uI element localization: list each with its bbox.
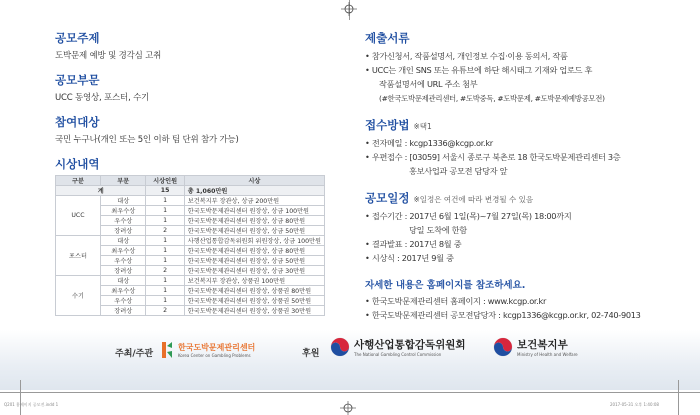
count-cell: 2	[146, 306, 184, 316]
sponsor-logo-1	[330, 337, 466, 357]
award-cell: 우수상	[100, 216, 146, 226]
kcgp-logo-icon	[160, 340, 174, 360]
group-name: 포스터	[56, 236, 101, 276]
schedule-heading	[365, 190, 685, 206]
theme-text: 도박문제 예방 및 경각심 고취	[55, 51, 162, 61]
count-cell: 2	[146, 226, 184, 236]
host-logo	[160, 340, 255, 360]
desc-cell: 한국도박문제관리센터 원장상, 상품권 80만원	[184, 286, 324, 296]
total-count: 15	[146, 186, 184, 196]
host-label: 주최/주관	[115, 349, 154, 359]
award-cell: 대상	[100, 276, 146, 286]
table-header: 부문	[100, 176, 146, 186]
docs-line: • 참가신청서, 작품설명서, 개인정보 수집·이용 동의서, 작품	[365, 51, 568, 61]
count-cell: 1	[146, 196, 184, 206]
award-cell: 최우수상	[100, 206, 146, 216]
registration-mark-icon	[340, 401, 356, 415]
crop-mark	[0, 392, 700, 393]
desc-cell: 한국도박문제관리센터 원장상, 상금 30만원	[184, 266, 324, 276]
count-cell: 1	[146, 246, 184, 256]
sponsor-logo-2	[493, 337, 578, 357]
sponsor-1-en: The National Gambling Control Commission	[354, 352, 442, 357]
award-cell: 장려상	[100, 306, 146, 316]
award-cell: 우수상	[100, 296, 146, 306]
count-cell: 2	[146, 266, 184, 276]
docs-line: • UCC는 개인 SNS 또는 유튜브에 하단 해시태그 기재와 업로드 후	[365, 65, 593, 75]
schedule-line: 당일 도착에 한함	[409, 225, 467, 235]
award-cell: 대상	[100, 196, 146, 206]
ngcc-logo-icon	[330, 337, 350, 357]
crop-mark	[20, 380, 21, 415]
count-cell: 1	[146, 236, 184, 246]
print-slug-left: Q201 홈페이지 공모전.indd 1	[4, 402, 59, 407]
total-label: 계	[56, 186, 146, 196]
host-org: 한국도박문제관리센터	[178, 343, 256, 352]
award-cell: 장려상	[100, 226, 146, 236]
desc-cell: 한국도박문제관리센터 원장상, 상금 50만원	[184, 256, 324, 266]
desc-cell: 한국도박문제관리센터 원장상, 상품권 50만원	[184, 296, 324, 306]
desc-cell: 한국도박문제관리센터 원장상, 상금 100만원	[184, 206, 324, 216]
method-line: 홍보사업과 공모전 담당자 앞	[409, 166, 508, 176]
table-row	[56, 196, 325, 206]
registration-mark-icon	[341, 2, 357, 16]
group-name: UCC	[56, 196, 101, 236]
count-cell: 1	[146, 276, 184, 286]
schedule-line: • 시상식 : 2017년 9월 중	[365, 253, 454, 263]
count-cell: 1	[146, 296, 184, 306]
group-name: 수기	[56, 276, 101, 316]
docs-heading: 제출서류	[365, 31, 410, 45]
method-line: • 우편접수 : [03059] 서울시 종로구 북촌로 18 한국도박문제관리센터 3층	[365, 152, 621, 162]
method-heading	[365, 117, 685, 133]
info-line: • 한국도박문제관리센터 홈페이지 : www.kcgp.or.kr	[365, 296, 547, 306]
target-heading: 참여대상	[55, 115, 100, 129]
schedule-line: • 접수기간 : 2017년 6월 1일(목)~7월 27일(목) 18:00까지	[365, 211, 572, 221]
sponsor-2: 보건복지부	[517, 339, 568, 351]
field-heading: 공모부문	[55, 73, 100, 87]
desc-cell: 한국도박문제관리센터 원장상, 상금 80만원	[184, 246, 324, 256]
method-heading-text: 접수방법	[365, 118, 410, 132]
sponsor-2-en: Ministry of Health and Welfare	[517, 352, 578, 357]
info-line: • 한국도박문제관리센터 공모전담당자 : kcgp1336@kcgp.or.kr, 02-740-9013	[365, 310, 641, 320]
desc-cell: 보건복지부 장관상, 상품권 100만원	[184, 276, 324, 286]
prize-heading: 시상내역	[55, 157, 100, 171]
award-cell: 대상	[100, 236, 146, 246]
award-cell: 장려상	[100, 266, 146, 276]
desc-cell: 한국도박문제관리센터 원장상, 상금 80만원	[184, 216, 324, 226]
left-column	[55, 30, 325, 316]
desc-cell: 사행산업통합감독위원회 위원장상, 상금 100만원	[184, 236, 324, 246]
count-cell: 1	[146, 216, 184, 226]
info-heading: 자세한 내용은 홈페이지를 참조하세요.	[365, 280, 526, 291]
desc-cell: 한국도박문제관리센터 원장상, 상금 50만원	[184, 226, 324, 236]
theme-heading: 공모주제	[55, 31, 100, 45]
schedule-heading-text: 공모일정	[365, 191, 410, 205]
sponsor-label: 후원	[302, 349, 320, 359]
crop-mark	[678, 380, 679, 415]
total-desc: 총 1,060만원	[184, 186, 324, 196]
field-text: UCC 동영상, 포스터, 수기	[55, 93, 150, 103]
target-text: 국민 누구나(개인 또는 5인 이하 팀 단위 참가 가능)	[55, 135, 239, 145]
count-cell: 1	[146, 286, 184, 296]
host-org-en: Korea Center on Gambling Problems	[178, 353, 251, 358]
print-slug-right: 2017-05-31 오후 1:40:08	[610, 402, 659, 407]
schedule-line: • 결과발표 : 2017년 8월 중	[365, 239, 462, 249]
method-line: • 전자메일 : kcgp1336@kcgp.or.kr	[365, 138, 493, 148]
table-row	[56, 236, 325, 246]
right-column	[365, 30, 685, 324]
count-cell: 1	[146, 206, 184, 216]
docs-hashtags: (#한국도박문제관리센터, #도박중독, #도박문제, #도박문제예방공모전)	[379, 94, 605, 103]
sponsor-1: 사행산업통합감독위원회	[354, 339, 466, 351]
award-cell: 최우수상	[100, 286, 146, 296]
desc-cell: 보건복지부 장관상, 상금 200만원	[184, 196, 324, 206]
desc-cell: 한국도박문제관리센터 원장상, 상품권 30만원	[184, 306, 324, 316]
table-row	[56, 276, 325, 286]
schedule-note: ※일정은 여건에 따라 변경될 수 있음	[413, 195, 534, 204]
award-cell: 우수상	[100, 256, 146, 266]
table-header: 시상인원	[146, 176, 184, 186]
award-cell: 최우수상	[100, 246, 146, 256]
method-note: ※택1	[413, 122, 432, 131]
count-cell: 1	[146, 256, 184, 266]
table-row	[56, 186, 325, 196]
table-header: 시상	[184, 176, 324, 186]
mohw-logo-icon	[493, 337, 513, 357]
docs-line: 작품설명서에 URL 주소 첨부	[379, 79, 478, 89]
prize-table	[55, 175, 325, 316]
table-header: 구분	[56, 176, 101, 186]
